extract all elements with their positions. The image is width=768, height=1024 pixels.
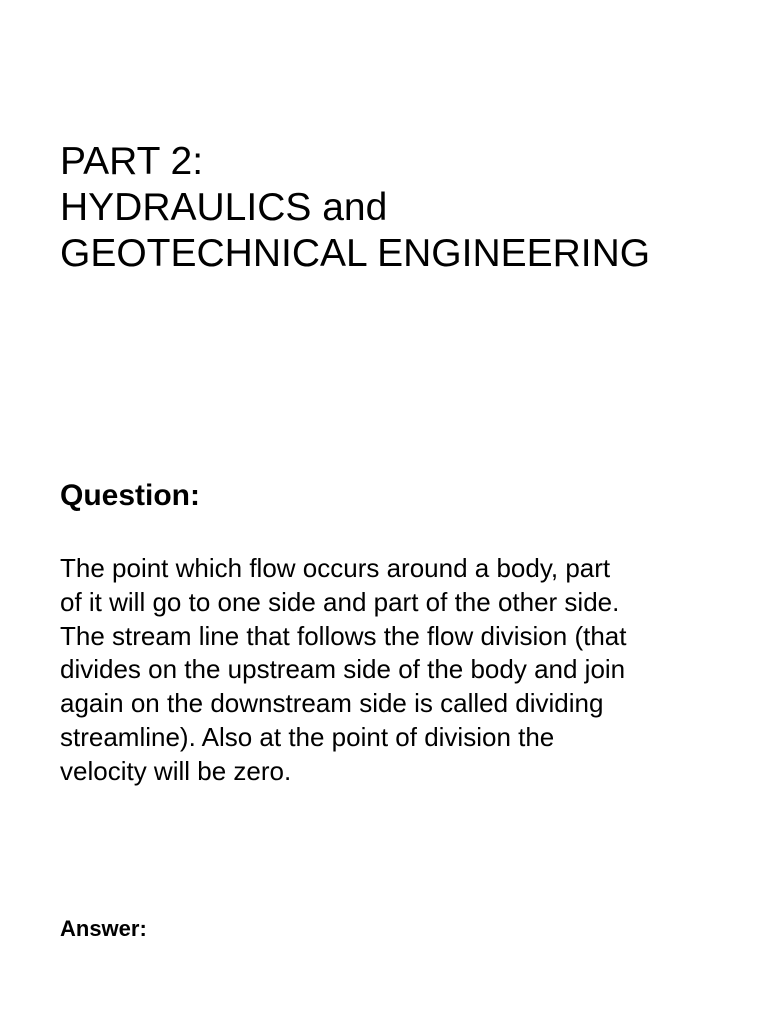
- question-line: The point which flow occurs around a body, part: [60, 553, 611, 583]
- question-heading: Question:: [60, 479, 200, 512]
- question-text: [60, 552, 720, 789]
- question-line: velocity will be zero.: [60, 755, 292, 786]
- page-title: [60, 139, 750, 277]
- question-line: again on the downstream side is called dividing: [60, 688, 604, 719]
- question-line: of it will go to one side and part of the other side.: [60, 586, 620, 617]
- question-line: The stream line that follows the flow division (that: [60, 620, 627, 651]
- title-line-geotechnical: GEOTECHNICAL ENGINEERING: [60, 232, 651, 275]
- title-line-hydraulics: HYDRAULICS and: [60, 186, 388, 229]
- title-line-part: PART 2:: [60, 140, 204, 183]
- answer-heading: Answer:: [60, 916, 147, 941]
- question-line: divides on the upstream side of the body and join: [60, 654, 626, 685]
- question-line: streamline). Also at the point of division the: [60, 721, 555, 752]
